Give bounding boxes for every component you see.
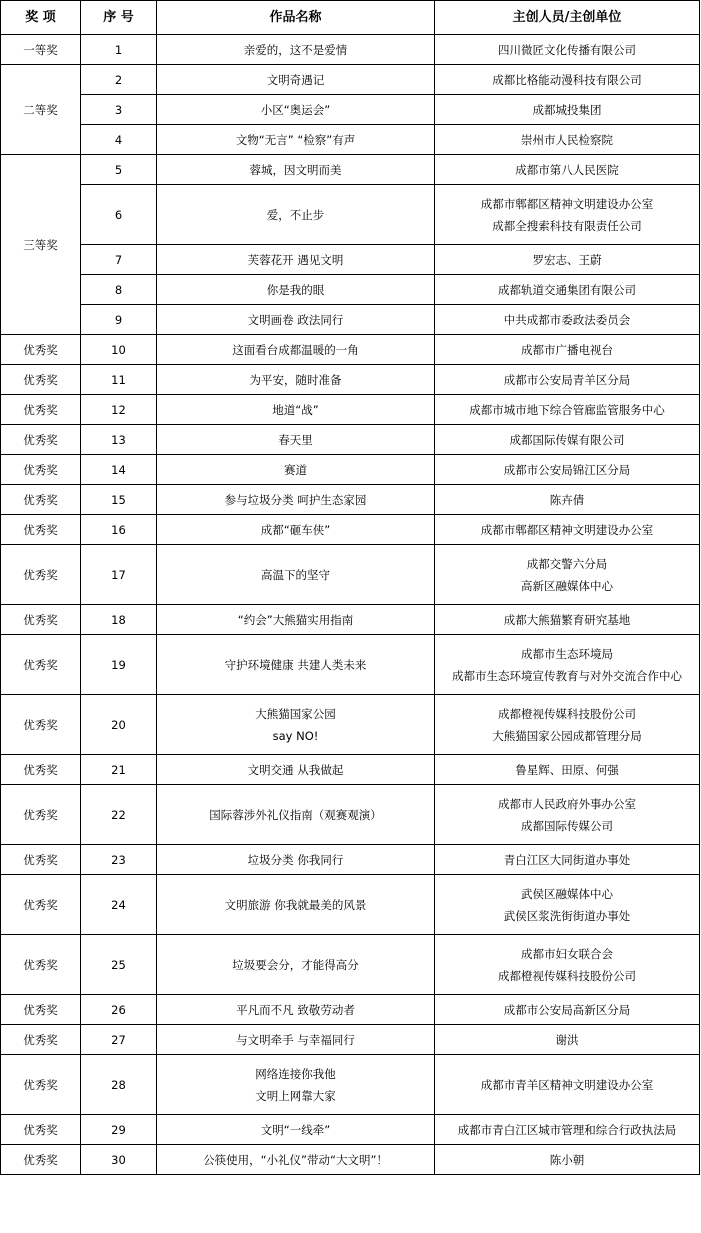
- award-level: 二等奖: [1, 65, 81, 155]
- award-level: 优秀奖: [1, 785, 81, 845]
- work-title: 文明画卷 政法同行: [157, 305, 435, 335]
- creators: 成都市青羊区精神文明建设办公室: [435, 1055, 700, 1115]
- creators: [435, 935, 700, 995]
- creators: [435, 695, 700, 755]
- table-row: [1, 35, 700, 65]
- entry-number: 15: [81, 485, 157, 515]
- award-level: 优秀奖: [1, 755, 81, 785]
- creators: 成都市广播电视台: [435, 335, 700, 365]
- entry-number: 28: [81, 1055, 157, 1115]
- work-title: 春天里: [157, 425, 435, 455]
- table-row: [1, 515, 700, 545]
- work-title: 亲爱的，这不是爱情: [157, 35, 435, 65]
- award-level: 优秀奖: [1, 1025, 81, 1055]
- work-title: 平凡而不凡 致敬劳动者: [157, 995, 435, 1025]
- table-row: [1, 605, 700, 635]
- award-level: 优秀奖: [1, 395, 81, 425]
- entry-number: 9: [81, 305, 157, 335]
- table-row: [1, 1025, 700, 1055]
- creators: 成都大熊猫繁育研究基地: [435, 605, 700, 635]
- table-row: [1, 125, 700, 155]
- work-title: 芙蓉花开 遇见文明: [157, 245, 435, 275]
- work-title: 地道“战”: [157, 395, 435, 425]
- entry-number: 10: [81, 335, 157, 365]
- creators: 罗宏志、王蔚: [435, 245, 700, 275]
- work-title: 赛道: [157, 455, 435, 485]
- award-level: 优秀奖: [1, 515, 81, 545]
- award-level: 优秀奖: [1, 455, 81, 485]
- header-row: [1, 1, 700, 35]
- creators: 成都市郫都区精神文明建设办公室: [435, 515, 700, 545]
- creators-line: 高新区融媒体中心: [521, 578, 613, 593]
- table-row: [1, 335, 700, 365]
- creators-line: 成都市人民政府外事办公室: [498, 796, 636, 811]
- entry-number: 16: [81, 515, 157, 545]
- work-title: 垃圾分类 你我同行: [157, 845, 435, 875]
- table-row: [1, 275, 700, 305]
- creators: 成都市公安局青羊区分局: [435, 365, 700, 395]
- award-level: 优秀奖: [1, 875, 81, 935]
- entry-number: 23: [81, 845, 157, 875]
- work-title: 公筷使用，“小礼仪”带动“大文明”！: [157, 1145, 435, 1175]
- creators: 陈小朝: [435, 1145, 700, 1175]
- award-level: 优秀奖: [1, 605, 81, 635]
- creators: [435, 875, 700, 935]
- table-row: [1, 695, 700, 755]
- award-level: 一等奖: [1, 35, 81, 65]
- entry-number: 14: [81, 455, 157, 485]
- creators: 鲁星辉、田原、何强: [435, 755, 700, 785]
- work-title: 国际蓉涉外礼仪指南（观赛观演）: [157, 785, 435, 845]
- creators: [435, 785, 700, 845]
- work-title: 高温下的坚守: [157, 545, 435, 605]
- entry-number: 18: [81, 605, 157, 635]
- award-level: 优秀奖: [1, 995, 81, 1025]
- creators-line: 成都橙视传媒科技股份公司: [498, 968, 636, 983]
- creators: 成都市青白江区城市管理和综合行政执法局: [435, 1115, 700, 1145]
- creators: [435, 635, 700, 695]
- entry-number: 24: [81, 875, 157, 935]
- entry-number: 17: [81, 545, 157, 605]
- creators-line: 成都橙视传媒科技股份公司: [498, 706, 636, 721]
- award-level: 优秀奖: [1, 1055, 81, 1115]
- creators: 成都市第八人民医院: [435, 155, 700, 185]
- award-level: 优秀奖: [1, 935, 81, 995]
- award-level: 优秀奖: [1, 635, 81, 695]
- award-level: 优秀奖: [1, 845, 81, 875]
- creators-line: 成都国际传媒公司: [521, 818, 613, 833]
- creators-line: 武侯区融媒体中心: [521, 886, 613, 901]
- work-title: [157, 695, 435, 755]
- table-row: [1, 305, 700, 335]
- table-row: [1, 185, 700, 245]
- work-title: 文物“无言” “检察”有声: [157, 125, 435, 155]
- work-title: 文明“一线牵”: [157, 1115, 435, 1145]
- work-title-line: 网络连接你我他: [255, 1066, 336, 1081]
- table-row: [1, 545, 700, 605]
- creators: 成都市城市地下综合管廊监管服务中心: [435, 395, 700, 425]
- entry-number: 4: [81, 125, 157, 155]
- work-title: 这面看台成都温暖的一角: [157, 335, 435, 365]
- work-title: 成都“砸车侠”: [157, 515, 435, 545]
- creators-line: 成都全搜索科技有限责任公司: [492, 218, 642, 233]
- creators: 崇州市人民检察院: [435, 125, 700, 155]
- creators: [435, 185, 700, 245]
- table-row: [1, 1145, 700, 1175]
- entry-number: 26: [81, 995, 157, 1025]
- table-row: [1, 845, 700, 875]
- award-level: 优秀奖: [1, 485, 81, 515]
- creators: 谢洪: [435, 1025, 700, 1055]
- work-title: 参与垃圾分类 呵护生态家园: [157, 485, 435, 515]
- table-row: [1, 1115, 700, 1145]
- table-row: [1, 245, 700, 275]
- award-level: 优秀奖: [1, 545, 81, 605]
- work-title: 垃圾要会分，才能得高分: [157, 935, 435, 995]
- work-title: 你是我的眼: [157, 275, 435, 305]
- table-row: [1, 875, 700, 935]
- award-level: 优秀奖: [1, 695, 81, 755]
- creators-line: 大熊猫国家公园成都管理分局: [492, 728, 642, 743]
- table-row: [1, 425, 700, 455]
- entry-number: 8: [81, 275, 157, 305]
- work-title-line: 文明上网靠大家: [255, 1088, 336, 1103]
- work-title: 为平安，随时准备: [157, 365, 435, 395]
- entry-number: 2: [81, 65, 157, 95]
- header-title: 作品名称: [157, 1, 435, 35]
- table-row: [1, 785, 700, 845]
- work-title: [157, 1055, 435, 1115]
- work-title-line: 大熊猫国家公园: [255, 706, 336, 721]
- entry-number: 5: [81, 155, 157, 185]
- entry-number: 6: [81, 185, 157, 245]
- table-row: [1, 1055, 700, 1115]
- creators: 成都市公安局高新区分局: [435, 995, 700, 1025]
- work-title: 守护环境健康 共建人类未来: [157, 635, 435, 695]
- entry-number: 12: [81, 395, 157, 425]
- table-row: [1, 65, 700, 95]
- table-row: [1, 155, 700, 185]
- header-award: 奖 项: [1, 1, 81, 35]
- awards-body: [1, 35, 700, 1175]
- creators: 中共成都市委政法委员会: [435, 305, 700, 335]
- table-row: [1, 95, 700, 125]
- entry-number: 1: [81, 35, 157, 65]
- entry-number: 25: [81, 935, 157, 995]
- entry-number: 30: [81, 1145, 157, 1175]
- work-title: 文明旅游 你我就最美的风景: [157, 875, 435, 935]
- creators-line: 成都市生态环境宣传教育与对外交流合作中心: [452, 668, 682, 683]
- creators: 四川微匠文化传播有限公司: [435, 35, 700, 65]
- header-number: 序 号: [81, 1, 157, 35]
- table-row: [1, 995, 700, 1025]
- creators-line: 成都市妇女联合会: [521, 946, 613, 961]
- table-row: [1, 755, 700, 785]
- creators: 成都比格能动漫科技有限公司: [435, 65, 700, 95]
- award-level: 优秀奖: [1, 425, 81, 455]
- table-row: [1, 635, 700, 695]
- work-title: 爱，不止步: [157, 185, 435, 245]
- creators-line: 武侯区浆洗街街道办事处: [503, 908, 631, 923]
- creators: 成都城投集团: [435, 95, 700, 125]
- table-row: [1, 365, 700, 395]
- entry-number: 27: [81, 1025, 157, 1055]
- creators: 成都轨道交通集团有限公司: [435, 275, 700, 305]
- creators: 成都国际传媒有限公司: [435, 425, 700, 455]
- work-title: 与文明牵手 与幸福同行: [157, 1025, 435, 1055]
- creators: [435, 545, 700, 605]
- entry-number: 21: [81, 755, 157, 785]
- table-row: [1, 485, 700, 515]
- table-row: [1, 935, 700, 995]
- entry-number: 7: [81, 245, 157, 275]
- creators: 青白江区大同街道办事处: [435, 845, 700, 875]
- table-row: [1, 395, 700, 425]
- entry-number: 3: [81, 95, 157, 125]
- work-title-line: say NO!: [272, 728, 319, 743]
- creators: 成都市公安局锦江区分局: [435, 455, 700, 485]
- award-level: 三等奖: [1, 155, 81, 335]
- award-level: 优秀奖: [1, 1145, 81, 1175]
- entry-number: 29: [81, 1115, 157, 1145]
- work-title: 文明奇遇记: [157, 65, 435, 95]
- work-title: 蓉城，因文明而美: [157, 155, 435, 185]
- entry-number: 22: [81, 785, 157, 845]
- creators-line: 成都交警六分局: [526, 556, 608, 571]
- work-title: 文明交通 从我做起: [157, 755, 435, 785]
- entry-number: 11: [81, 365, 157, 395]
- award-level: 优秀奖: [1, 335, 81, 365]
- entry-number: 13: [81, 425, 157, 455]
- work-title: 小区“奥运会”: [157, 95, 435, 125]
- entry-number: 20: [81, 695, 157, 755]
- entry-number: 19: [81, 635, 157, 695]
- work-title: “约会”大熊猫实用指南: [157, 605, 435, 635]
- table-row: [1, 455, 700, 485]
- award-level: 优秀奖: [1, 365, 81, 395]
- creators-line: 成都市生态环境局: [521, 646, 613, 661]
- creators-line: 成都市郫都区精神文明建设办公室: [480, 196, 654, 211]
- creators: 陈卉倩: [435, 485, 700, 515]
- award-level: 优秀奖: [1, 1115, 81, 1145]
- header-creators: 主创人员/主创单位: [435, 1, 700, 35]
